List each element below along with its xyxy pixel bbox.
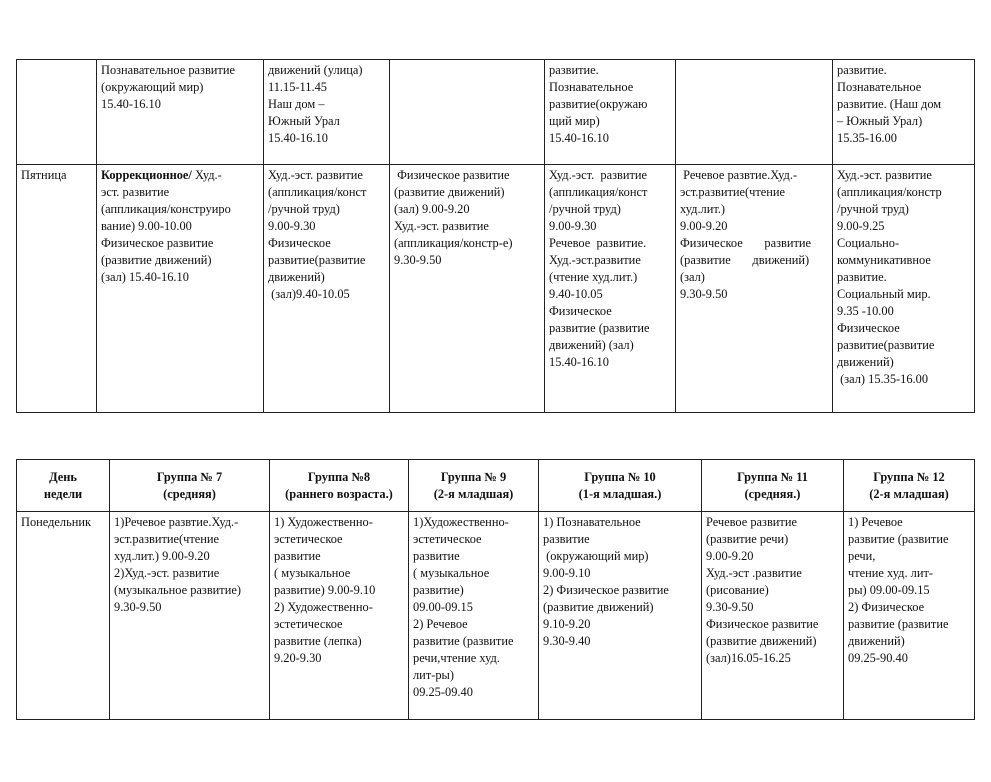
cell-text: 15.40-16.10 [101,97,161,111]
cell-text: 9.30-9.50 [114,600,162,614]
cell-text: 9.35 -10.00 [837,304,894,318]
cell-text: движений) [268,270,325,284]
cell-text: 9.00-9.10 [543,566,591,580]
cell-text: худ.лит.) 9.00-9.20 [114,549,210,563]
cell-line [114,531,265,548]
cell-line [413,633,534,650]
cell-text: развитие [543,532,590,546]
cell-text: (развитие движений) [543,600,654,614]
cell-text: Худ.-эст. развитие [394,219,489,233]
cell-text: Физическое [549,304,612,318]
cell-line [101,235,259,252]
cell-line [268,286,385,303]
cell-text: 9.30-9.40 [543,634,591,648]
cell-line [549,235,671,252]
cell-line [549,184,671,201]
cell-text: (зал) [680,270,705,284]
cell-line [680,184,828,201]
column-header [110,460,270,512]
cell-text: 1)Речевое развтие.Худ.- [114,515,239,529]
cell-line [848,548,970,565]
cell-line [268,235,385,252]
cell-line [848,582,970,599]
cell-line [394,252,540,269]
cell-text: (музыкальное развитие) [114,583,241,597]
cell-line [268,184,385,201]
cell-text: 2) Физическое развитие [543,583,669,597]
cell-line [394,201,540,218]
cell-line [549,62,671,79]
cell-text: эст.развитие(чтение [680,185,786,199]
cell-text: ры) 09.00-09.15 [848,583,930,597]
header-text: (раннего возраста.) [285,486,393,501]
cell-line [549,320,671,337]
cell-line [543,582,697,599]
cell-line [413,616,534,633]
header-text: (1-я младшая.) [578,486,662,501]
cell-line [413,667,534,684]
cell-line [706,531,839,548]
cell-line [549,79,671,96]
cell-line [837,303,970,320]
cell-line [394,218,540,235]
header-text: (2-я младшая) [869,486,949,501]
cell-line [268,62,385,79]
cell-line [114,582,265,599]
cell-line [543,548,697,565]
cell-line [549,218,671,235]
schedule-cell [539,512,702,720]
cell-text: Физическое развитие [706,617,819,631]
cell-text: эстетическое [274,532,343,546]
cell-text: 9.30-9.50 [680,287,728,301]
header-text: Группа № 9 [440,469,507,484]
cell-text: 9.00-9.25 [837,219,885,233]
cell-line [101,184,259,201]
cell-text: /ручной труд) [268,202,340,216]
cell-line [837,218,970,235]
cell-text: 2)Худ.-эст. развитие [114,566,220,580]
cell-text: коммуникативное [837,253,931,267]
cell-line [848,599,970,616]
schedule-cell [270,512,409,720]
cell-line [274,633,404,650]
cell-text: Познавательное развитие [101,63,235,77]
cell-line [837,354,970,371]
cell-text: 11.15-11.45 [268,80,327,94]
cell-text: 9.40-10.05 [549,287,603,301]
cell-text: Худ.- [191,168,222,182]
cell-line [268,167,385,184]
cell-line [274,548,404,565]
cell-line [413,582,534,599]
cell-text: 9.00-9.20 [680,219,728,233]
cell-text: развитие. (Наш дом [837,97,942,111]
schedule-cell [702,512,844,720]
cell-text: развитие) [413,583,464,597]
cell-line [848,650,970,667]
cell-text: 1) Художественно- [274,515,373,529]
column-header [702,460,844,512]
header-text: Группа № 12 [873,469,945,484]
cell-line [549,337,671,354]
cell-line [837,337,970,354]
cell-text: 15.40-16.10 [268,131,328,145]
cell-line [837,286,970,303]
cell-line [413,599,534,616]
cell-line [706,599,839,616]
cell-text: речи, [848,549,876,563]
cell-text: Физическое развитие [394,168,510,182]
cell-text: (зал)16.05-16.25 [706,651,791,665]
header-text: (средняя.) [744,486,801,501]
cell-text: (зал)9.40-10.05 [268,287,350,301]
cell-line [680,201,828,218]
column-header [539,460,702,512]
cell-line [114,599,265,616]
cell-text: (аппликация/конст [549,185,648,199]
cell-text: /ручной труд) [837,202,909,216]
cell-text: (рисование) [706,583,769,597]
cell-text: развитие) 9.00-9.10 [274,583,376,597]
cell-text: Социальный мир. [837,287,931,301]
cell-line [837,269,970,286]
header-text: День [49,469,77,484]
cell-text: чтение худ. лит- [848,566,933,580]
cell-text: Наш дом – [268,97,325,111]
cell-text: (аппликация/конст [268,185,367,199]
schedule-cell [264,165,390,413]
cell-text: развитие (лепка) [274,634,362,648]
cell-text: щий мир) [549,114,600,128]
cell-line [114,548,265,565]
header-text: (средняя) [163,486,216,501]
header-text: Группа № 7 [156,469,223,484]
schedule-cell [97,165,264,413]
cell-text: Речевое развитие [706,515,797,529]
cell-line [543,565,697,582]
cell-line [543,514,697,531]
cell-line [549,113,671,130]
cell-text: (развитие речи) [706,532,789,546]
cell-text: развитие (развитие [848,532,949,546]
cell-text: развитие [274,549,321,563]
cell-text: Худ.-эст.развитие [549,253,641,267]
cell-text: (развитие движений) [680,253,810,267]
cell-line [549,252,671,269]
schedule-cell [110,512,270,720]
cell-line [706,633,839,650]
cell-text: Коррекционное/ [101,168,192,182]
cell-line [274,582,404,599]
cell-line [268,252,385,269]
cell-text: /ручной труд) [549,202,621,216]
cell-line [413,548,534,565]
cell-text: Физическое развитие [680,236,812,250]
cell-text: развитие (развитие [549,321,650,335]
cell-line [268,201,385,218]
cell-line [413,684,534,701]
day-cell: Понедельник [17,512,110,720]
cell-text: 9.00-9.30 [268,219,316,233]
cell-text: 9.20-9.30 [274,651,322,665]
cell-text: 9.00-9.20 [706,549,754,563]
cell-text: ( музыкальное [413,566,490,580]
cell-line [837,113,970,130]
header-text: (2-я младшая) [433,486,514,501]
cell-text: развитие. [837,270,887,284]
cell-line [837,252,970,269]
cell-line [274,599,404,616]
cell-text: эстетическое [274,617,343,631]
cell-line [268,130,385,147]
header-text: Группа № 11 [737,469,808,484]
header-row [17,460,975,512]
cell-text: развитие(окружаю [549,97,648,111]
cell-text: вание) 9.00-10.00 [101,219,192,233]
cell-text: Физическое развитие [101,236,214,250]
cell-text: 9.30-9.50 [394,253,442,267]
cell-text: (развитие движений) [706,634,817,648]
cell-text: 9.30-9.50 [706,600,754,614]
cell-text: Худ.-эст. развитие [268,168,363,182]
cell-text: движений) [848,634,905,648]
cell-line [549,167,671,184]
cell-line [837,79,970,96]
cell-text: 2) Речевое [413,617,468,631]
cell-line [837,371,970,388]
cell-text: 09.25-90.40 [848,651,908,665]
cell-text: (окружающий мир) [101,80,204,94]
schedule-cell [833,165,975,413]
column-header [17,460,110,512]
schedule-cell [545,60,676,165]
cell-text: Речевое развтие.Худ.- [680,168,798,182]
cell-line [274,565,404,582]
cell-line [848,616,970,633]
cell-text: Речевое развитие. [549,236,647,250]
cell-text: эст.развитие(чтение [114,532,220,546]
cell-line [413,565,534,582]
cell-line [549,96,671,113]
cell-line [549,130,671,147]
cell-text: (зал) 15.40-16.10 [101,270,189,284]
cell-text: Худ.-эст. развитие [837,168,932,182]
cell-line [549,303,671,320]
schedule-cell [676,165,833,413]
cell-text: худ.лит.) [680,202,726,216]
cell-line [101,79,259,96]
cell-line [114,514,265,531]
cell-line [413,531,534,548]
schedule-cell [390,165,545,413]
cell-line [837,130,970,147]
cell-text: 1)Художественно- [413,515,509,529]
cell-line [394,235,540,252]
cell-text: 15.40-16.10 [549,355,609,369]
cell-text: 2) Физическое [848,600,925,614]
cell-line [680,252,828,269]
cell-line [706,565,839,582]
cell-line [543,616,697,633]
cell-text: 2) Художественно- [274,600,373,614]
cell-text: Познавательное [837,80,922,94]
cell-line [543,531,697,548]
cell-text: (аппликация/конструиро [101,202,231,216]
cell-line [706,582,839,599]
header-text: Группа № 10 [584,469,656,484]
cell-line [706,616,839,633]
day-cell: Пятница [17,165,97,413]
cell-line [837,235,970,252]
cell-line [101,269,259,286]
column-header [270,460,409,512]
cell-text: развитие(развитие [268,253,366,267]
cell-text: Физическое [268,236,331,250]
cell-text: лит-ры) [413,668,455,682]
cell-line [101,218,259,235]
table-row [17,60,975,165]
table-row [17,512,975,720]
cell-text: развитие (развитие [413,634,514,648]
cell-text: Физическое [837,321,900,335]
cell-line [848,514,970,531]
schedule-table-top [16,59,975,413]
cell-line [268,113,385,130]
cell-text: Социально- [837,236,900,250]
cell-line [680,269,828,286]
schedule-cell [390,60,545,165]
cell-text: 9.10-9.20 [543,617,591,631]
cell-line [848,633,970,650]
cell-line [413,514,534,531]
schedule-cell [833,60,975,165]
cell-text: эст. развитие [101,185,170,199]
cell-text: 9.00-9.30 [549,219,597,233]
day-cell [17,60,97,165]
cell-text: Южный Урал [268,114,340,128]
cell-line [549,201,671,218]
cell-text: 15.40-16.10 [549,131,609,145]
cell-line [549,354,671,371]
cell-line [101,96,259,113]
cell-text: ( музыкальное [274,566,351,580]
schedule-cell [264,60,390,165]
cell-line [837,320,970,337]
cell-line [837,96,970,113]
cell-line [101,62,259,79]
cell-line [706,514,839,531]
cell-text: (развитие движений) [394,185,505,199]
cell-line [837,184,970,201]
cell-line [549,286,671,303]
cell-text: – Южный Урал) [837,114,923,128]
schedule-cell [409,512,539,720]
cell-line [543,599,697,616]
cell-line [268,96,385,113]
cell-text: развитие. [837,63,887,77]
cell-line [268,79,385,96]
table-row [17,165,975,413]
cell-line [706,548,839,565]
cell-text: (аппликация/констр-е) [394,236,513,250]
cell-line [274,650,404,667]
cell-text: 1) Познавательное [543,515,641,529]
header-text: недели [43,486,83,501]
column-header [409,460,539,512]
cell-line [101,252,259,269]
schedule-cell [545,165,676,413]
cell-line [837,167,970,184]
cell-text: речи,чтение худ. [413,651,500,665]
cell-text: 15.35-16.00 [837,131,897,145]
cell-text: Познавательное [549,80,634,94]
schedule-cell [844,512,975,720]
cell-line [268,269,385,286]
cell-line [837,62,970,79]
cell-text: 1) Речевое [848,515,903,529]
cell-text: (зал) 15.35-16.00 [837,372,929,386]
cell-line [837,201,970,218]
cell-text: развитие(развитие [837,338,935,352]
cell-line [394,167,540,184]
cell-line [543,633,697,650]
schedule-cell [676,60,833,165]
cell-text: движений (улица) [268,63,363,77]
cell-text: эстетическое [413,532,482,546]
schedule-table-bottom [16,459,975,720]
cell-line [274,514,404,531]
cell-text: развитие [413,549,460,563]
cell-text: (развитие движений) [101,253,212,267]
cell-text: движений) (зал) [549,338,634,352]
cell-text: (зал) 9.00-9.20 [394,202,470,216]
cell-line [549,269,671,286]
cell-line [274,616,404,633]
cell-line [680,286,828,303]
cell-text: (чтение худ.лит.) [549,270,638,284]
cell-text: Худ.-эст .развитие [706,566,802,580]
cell-line [680,218,828,235]
cell-line [274,531,404,548]
cell-text: (аппликация/констр [837,185,942,199]
cell-line [114,565,265,582]
cell-text: Худ.-эст. развитие [549,168,648,182]
cell-line [680,235,828,252]
cell-text: 09.25-09.40 [413,685,473,699]
cell-text: (окружающий мир) [543,549,649,563]
column-header [844,460,975,512]
cell-line [706,650,839,667]
schedule-cell [97,60,264,165]
cell-line [848,565,970,582]
cell-line [848,531,970,548]
header-text: Группа №8 [307,469,371,484]
cell-line [680,167,828,184]
cell-line [413,650,534,667]
cell-line [268,218,385,235]
cell-text: развитие. [549,63,599,77]
cell-line [101,167,259,184]
cell-text: 09.00-09.15 [413,600,473,614]
cell-text: развитие (развитие [848,617,949,631]
cell-line [394,184,540,201]
cell-text: движений) [837,355,894,369]
cell-line [101,201,259,218]
